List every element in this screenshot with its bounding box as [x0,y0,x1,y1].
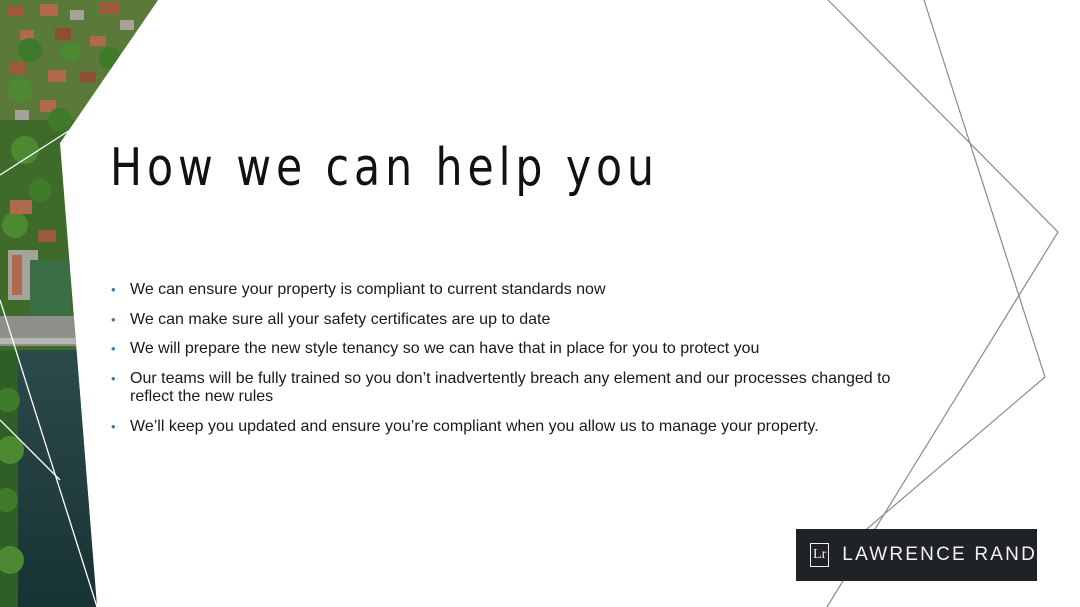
list-item-text: We can ensure your property is compliant to current standards now [130,281,606,298]
list-item-text: We can make sure all your safety certificates are up to date [130,310,551,328]
company-name: LAWRENCE RAND [842,544,1037,565]
list-item [110,418,910,437]
slide-title: How we can help you [110,138,659,198]
bullet-icon: • [111,370,116,386]
company-logo [796,529,1037,581]
list-item [110,281,910,300]
logo-mark-icon: Lr [810,543,829,567]
bullet-icon: • [111,341,116,356]
bullet-icon: • [111,311,116,327]
list-item [110,311,910,330]
list-item [110,370,910,407]
list-item-text: Our teams will be fully trained so you don’t inadvertently breach any element and our processes changed to reflect the new rules [130,369,891,405]
list-item-text: We will prepare the new style tenancy so we can have that in place for you to protect you [130,340,760,357]
bullet-icon: • [111,418,116,434]
list-item [110,340,910,359]
bullet-icon: • [111,282,116,297]
list-item-text: We’ll keep you updated and ensure you’re compliant when you allow us to manage your property. [130,417,819,435]
bullet-list [110,281,910,447]
